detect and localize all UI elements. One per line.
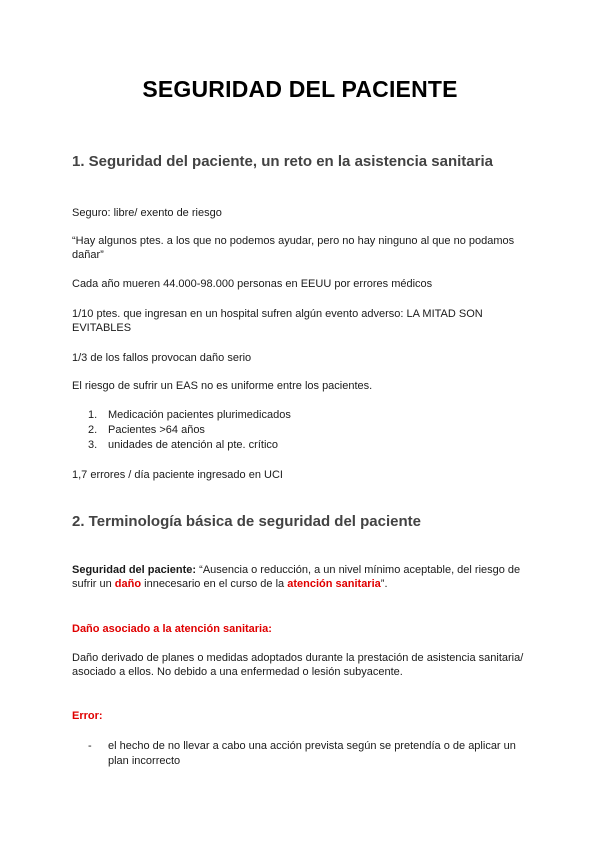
definition-term: Seguridad del paciente: [72,564,197,576]
subheading-error: Error: [72,710,103,722]
list-item-text: Pacientes >64 años [108,424,205,436]
paragraph-adverse-events: 1/10 ptes. que ingresan en un hospital sufren algún evento adverso: LA MITAD SON EVITABLES [72,308,483,334]
subheading-dano-asociado: Daño asociado a la atención sanitaria: [72,623,272,635]
paragraph-quote: “Hay algunos ptes. a los que no podemos ayudar, pero no hay ninguno al que no podamos dañar” [72,235,515,261]
list-item-text: unidades de atención al pte. crítico [108,439,279,451]
error-bullet-item [88,739,534,769]
list-item-text: Medicación pacientes plurimedicados [108,409,291,421]
definition-paragraph [72,563,528,591]
paragraph-risk: El riesgo de sufrir un EAS no es uniforme entre los pacientes. [72,380,373,392]
section-1-heading: 1. Seguridad del paciente, un reto en la asistencia sanitaria [72,153,493,170]
bullet-marker: - [88,740,92,752]
definition-highlight-atencion: atención sanitaria [287,578,381,590]
bullet-text: el hecho de no llevar a cabo una acción prevista según se pretendía o de aplicar un plan incorrecto [108,740,516,767]
definition-text-2: innecesario en el curso de la [141,578,288,590]
list-item-number: 1. [88,409,98,421]
list-item [88,423,291,438]
risk-list [88,408,291,453]
paragraph-uci-errors: 1,7 errores / día paciente ingresado en UCI [72,469,283,481]
paragraph-seguro: Seguro: libre/ exento de riesgo [72,207,222,219]
definition-text-3: ”. [380,578,388,590]
list-item-number: 3. [88,439,98,451]
definition-text-1: “Ausencia o reducción, a un nivel mínimo aceptable, del riesgo de sufrir un [72,564,521,590]
list-item [88,438,291,453]
paragraph-deaths: Cada año mueren 44.000-98.000 personas en EEUU por errores médicos [72,278,433,290]
list-item [88,408,291,423]
section-2-heading: 2. Terminología básica de seguridad del paciente [72,513,421,530]
page-title: SEGURIDAD DEL PACIENTE [142,76,458,102]
definition-highlight-dano: daño [114,578,142,590]
paragraph-dano-derivado: Daño derivado de planes o medidas adoptados durante la prestación de asistencia sanitaria/ asociado a ellos. No debido a una enfermedad o lesión subyacente. [72,652,524,678]
paragraph-serious-harm: 1/3 de los fallos provocan daño serio [72,352,252,364]
list-item-number: 2. [88,424,98,436]
